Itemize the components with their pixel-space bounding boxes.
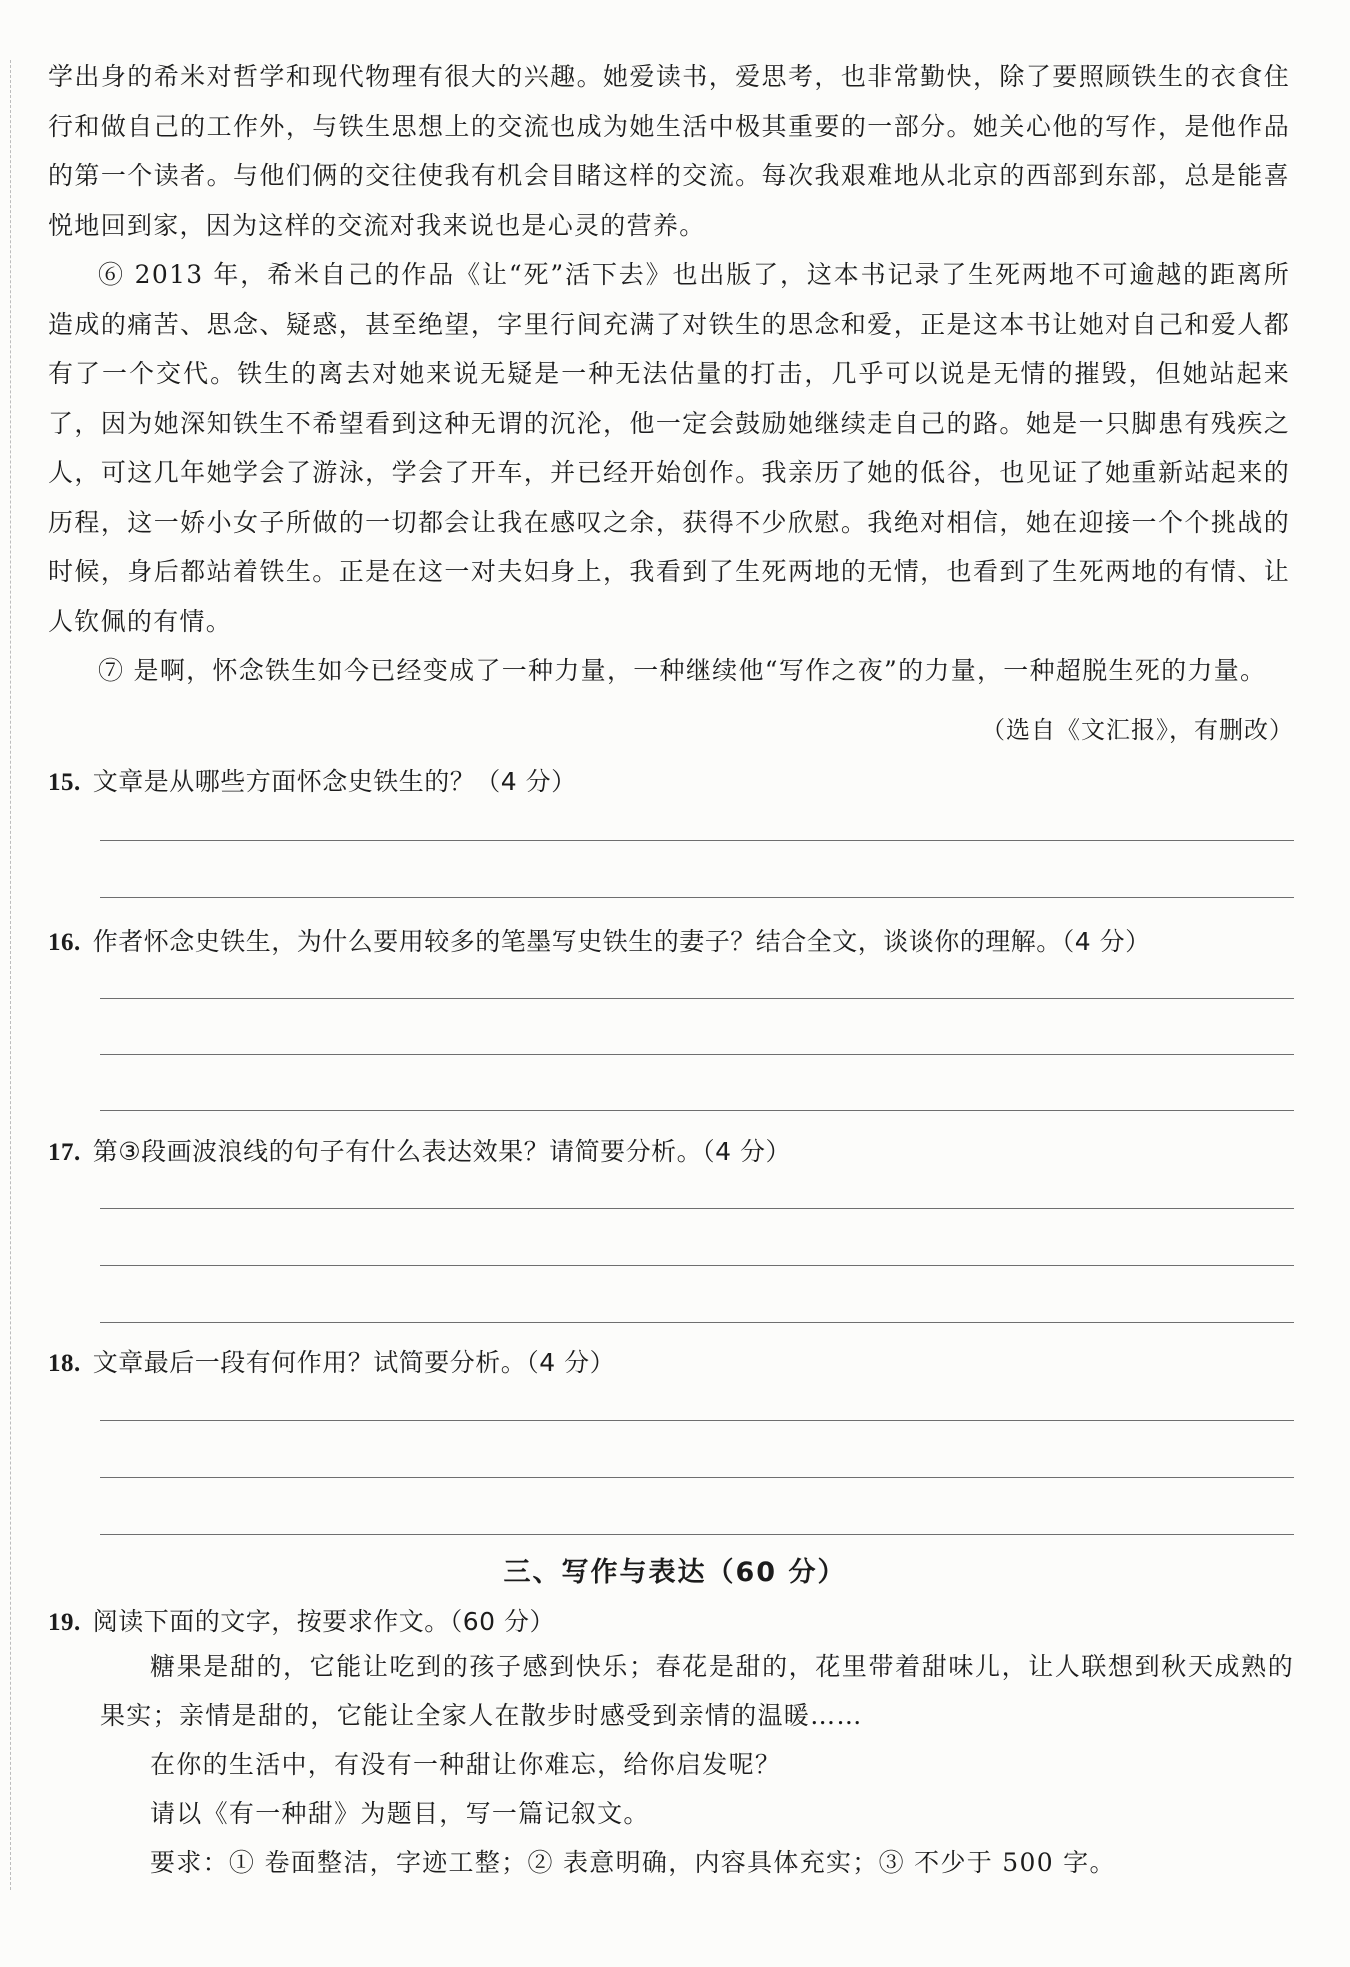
answer-line[interactable] — [100, 840, 1294, 841]
question-number: 15. — [48, 769, 81, 796]
question-15 — [48, 762, 1294, 798]
question-16 — [48, 922, 1294, 958]
question-number: 16. — [48, 929, 81, 956]
question-19 — [48, 1602, 1294, 1638]
answer-line[interactable] — [100, 1477, 1294, 1478]
section-title: 三、写作与表达（60 分） — [503, 1557, 847, 1588]
answer-line[interactable] — [100, 1265, 1294, 1266]
answer-line[interactable] — [100, 1534, 1294, 1535]
answer-line[interactable] — [100, 897, 1294, 898]
paragraph-continued: 学出身的希米对哲学和现代物理有很大的兴趣。她爱读书，爱思考，也非常勤快，除了要照顾铁生的衣食住行和做自己的工作外，与铁生思想上的交流也成为她生活中极其重要的一部分。她关心他的写作，是他作品的第一个读者。与他们俩的交往使我有机会目睹这样的交流。每次我艰难地从北京的西部到东部，总是能喜悦地回到家，因为这样的交流对我来说也是心灵的营养。 — [48, 62, 1290, 240]
answer-line[interactable] — [100, 1420, 1294, 1421]
writing-prompt — [100, 1642, 1294, 1887]
answer-line[interactable] — [100, 998, 1294, 999]
answer-line[interactable] — [100, 1110, 1294, 1111]
margin-dashed-rule — [10, 60, 11, 1890]
question-number: 18. — [48, 1350, 81, 1377]
paragraph-7: ⑦ 是啊，怀念铁生如今已经变成了一种力量，一种继续他“写作之夜”的力量，一种超脱生死的力量。 — [98, 656, 1267, 685]
paragraph-6: ⑥ 2013 年，希米自己的作品《让“死”活下去》也出版了，这本书记录了生死两地不可逾越的距离所造成的痛苦、思念、疑惑，甚至绝望，字里行间充满了对铁生的思念和爱，正是这本书让她对自己和爱人都有了一个交代。铁生的离去对她来说无疑是一种无法估量的打击，几乎可以说是无情的摧毁，但她站起来了，因为她深知铁生不希望看到这种无谓的沉沦，他一定会鼓励她继续走自己的路。她是一只脚患有残疾之人，可这几年她学会了游泳，学会了开车，并已经开始创作。我亲历了她的低谷，也见证了她重新站起来的历程，这一娇小女子所做的一切都会让我在感叹之余，获得不少欣慰。我绝对相信，她在迎接一个个挑战的时候，身后都站着铁生。正是在这一对夫妇身上，我看到了生死两地的无情，也看到了生死两地的有情、让人钦佩的有情。 — [48, 260, 1290, 636]
source-citation: （选自《文汇报》，有删改） — [981, 716, 1294, 744]
prompt-question: 在你的生活中，有没有一种甜让你难忘，给你启发呢？ — [150, 1750, 782, 1779]
question-18 — [48, 1343, 1294, 1379]
question-text: 文章是从哪些方面怀念史铁生的？（4 分） — [92, 767, 577, 796]
prompt-material: 糖果是甜的，它能让吃到的孩子感到快乐；春花是甜的，花里带着甜味儿，让人联想到秋天成熟的果实；亲情是甜的，它能让全家人在散步时感受到亲情的温暖…… — [100, 1652, 1294, 1730]
question-number: 17. — [48, 1139, 81, 1166]
question-text: 阅读下面的文字，按要求作文。（60 分） — [92, 1607, 556, 1636]
prompt-instruction: 请以《有一种甜》为题目，写一篇记叙文。 — [150, 1799, 650, 1828]
reading-passage — [48, 52, 1290, 696]
question-17 — [48, 1132, 1294, 1168]
answer-line[interactable] — [100, 1322, 1294, 1323]
answer-line[interactable] — [100, 1208, 1294, 1209]
answer-line[interactable] — [100, 1054, 1294, 1055]
question-text: 第③段画波浪线的句子有什么表达效果？请简要分析。（4 分） — [92, 1137, 792, 1166]
question-text: 作者怀念史铁生，为什么要用较多的笔墨写史铁生的妻子？结合全文，谈谈你的理解。（4 分） — [92, 927, 1151, 956]
prompt-requirements: 要求：① 卷面整洁，字迹工整；② 表意明确，内容具体充实；③ 不少于 500 字。 — [150, 1848, 1116, 1877]
question-text: 文章最后一段有何作用？试简要分析。（4 分） — [92, 1348, 616, 1377]
question-number: 19. — [48, 1609, 81, 1636]
